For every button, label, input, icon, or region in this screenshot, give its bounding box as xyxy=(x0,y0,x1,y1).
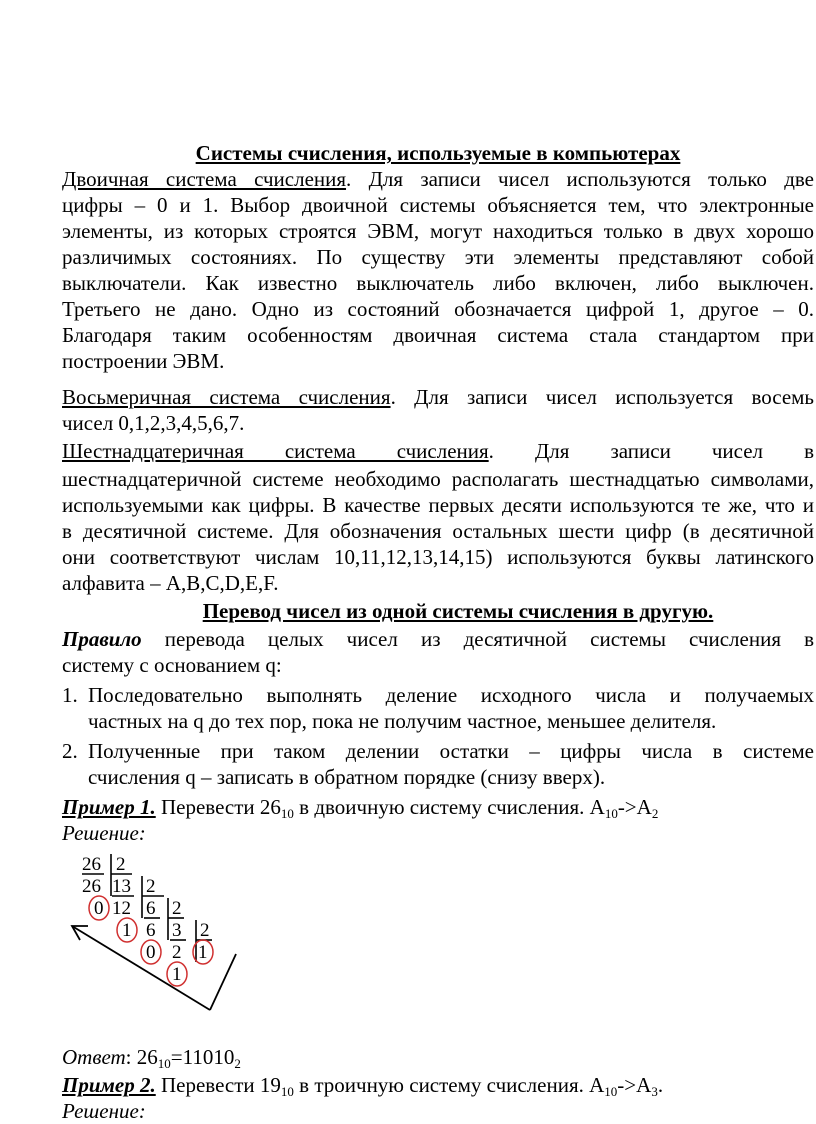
octal-paragraph-line-1: Восьмеричная система счисления. Для записи чисел используется восемь xyxy=(62,385,815,409)
rule-term: Правило xyxy=(62,627,142,651)
example-2-line: Пример 2. Перевести $19_{10}$ в троичную систему счисления. $A_{10}->A_3$. xyxy=(62,1073,664,1099)
binary-term: Двоичная система счисления xyxy=(62,167,347,191)
solution-label-2: Решение: xyxy=(62,1099,146,1123)
div-number: 2 xyxy=(200,920,210,941)
division-diagram xyxy=(60,850,250,1025)
example-1-label: Пример 1. xyxy=(62,795,156,819)
list-item-text: Последовательно выполнять деление исходного числа и получаемых xyxy=(88,683,814,707)
octal-term: Восьмеричная система счисления xyxy=(62,385,391,409)
list-number: 1. xyxy=(62,683,78,707)
div-remainder: 1 xyxy=(198,942,208,963)
hex-line: в десятичной системе. Для обозначения остальных шести цифр (в десятичной xyxy=(62,519,814,543)
div-number: 12 xyxy=(112,898,131,919)
hex-term: Шестнадцатеричная система счисления xyxy=(62,439,489,463)
list-item-text: Полученные при таком делении остатки – цифры числа в системе xyxy=(88,739,814,763)
binary-paragraph-line-1: Двоичная система счисления. Для записи чисел используются только две xyxy=(62,167,814,191)
binary-line: Третьего не дано. Одно из состояний обозначается цифрой 1, другое – 0. xyxy=(62,297,814,321)
octal-line: чисел 0,1,2,3,4,5,6,7. xyxy=(62,411,245,435)
div-remainder: 1 xyxy=(122,920,132,941)
rule-line-2: систему с основанием q: xyxy=(62,653,282,677)
div-number: 13 xyxy=(112,876,131,897)
binary-line: элементы, из которых строятся ЭВМ, могут находиться только в двух хорошо xyxy=(62,219,814,243)
binary-line: различимых состояниях. По существу эти элементы представляют собой xyxy=(62,245,814,269)
hex-line: они соответствуют числам 10,11,12,13,14,15) используются буквы латинского xyxy=(62,545,814,569)
hex-line: шестнадцатеричной системе необходимо располагать шестнадцатью символами, xyxy=(62,467,814,491)
div-number: 2 xyxy=(116,854,126,875)
div-remainder: 0 xyxy=(146,942,156,963)
solution-label: Решение: xyxy=(62,821,146,845)
list-number: 2. xyxy=(62,739,78,763)
div-number: 6 xyxy=(146,920,156,941)
section-title-number-systems: Системы счисления, используемые в компьютерах xyxy=(195,141,681,165)
example-2-label: Пример 2. xyxy=(62,1073,156,1097)
hex-line: используемыми как цифры. В качестве первых десяти используются те же, что и xyxy=(62,493,814,517)
div-number: 2 xyxy=(172,942,182,963)
div-remainder: 0 xyxy=(94,898,104,919)
rule-line-1: Правило перевода целых чисел из десятичной системы счисления в xyxy=(62,627,814,651)
div-number: 6 xyxy=(146,898,156,919)
binary-line: Благодаря таким особенностям двоичная система стала стандартом при xyxy=(62,323,814,347)
div-number: 26 xyxy=(82,854,101,875)
div-remainder: 1 xyxy=(172,964,182,985)
binary-line: построении ЭВМ. xyxy=(62,349,225,373)
hex-line: алфавита – A,B,C,D,E,F. xyxy=(62,571,279,595)
answer-label: Ответ xyxy=(62,1045,126,1069)
binary-line: выключатели. Как известно выключатель либо включен, либо выключен. xyxy=(62,271,814,295)
example-1-line: Пример 1. Перевести $26_{10}$ в двоичную систему счисления. $A_{10}->A_2$ xyxy=(62,795,659,821)
div-number: 3 xyxy=(172,920,182,941)
div-number: 2 xyxy=(172,898,182,919)
answer-line: Ответ: $26_{10}=11010_2$ xyxy=(62,1045,241,1071)
div-number: 2 xyxy=(146,876,156,897)
binary-line: цифры – 0 и 1. Выбор двоичной системы объясняется тем, что электронные xyxy=(62,193,814,217)
hex-paragraph-line-1: Шестнадцатеричная система счисления. Для записи чисел в xyxy=(62,439,814,463)
div-number: 26 xyxy=(82,876,101,897)
section-title-conversion: Перевод чисел из одной системы счисления в другую. xyxy=(202,599,714,623)
